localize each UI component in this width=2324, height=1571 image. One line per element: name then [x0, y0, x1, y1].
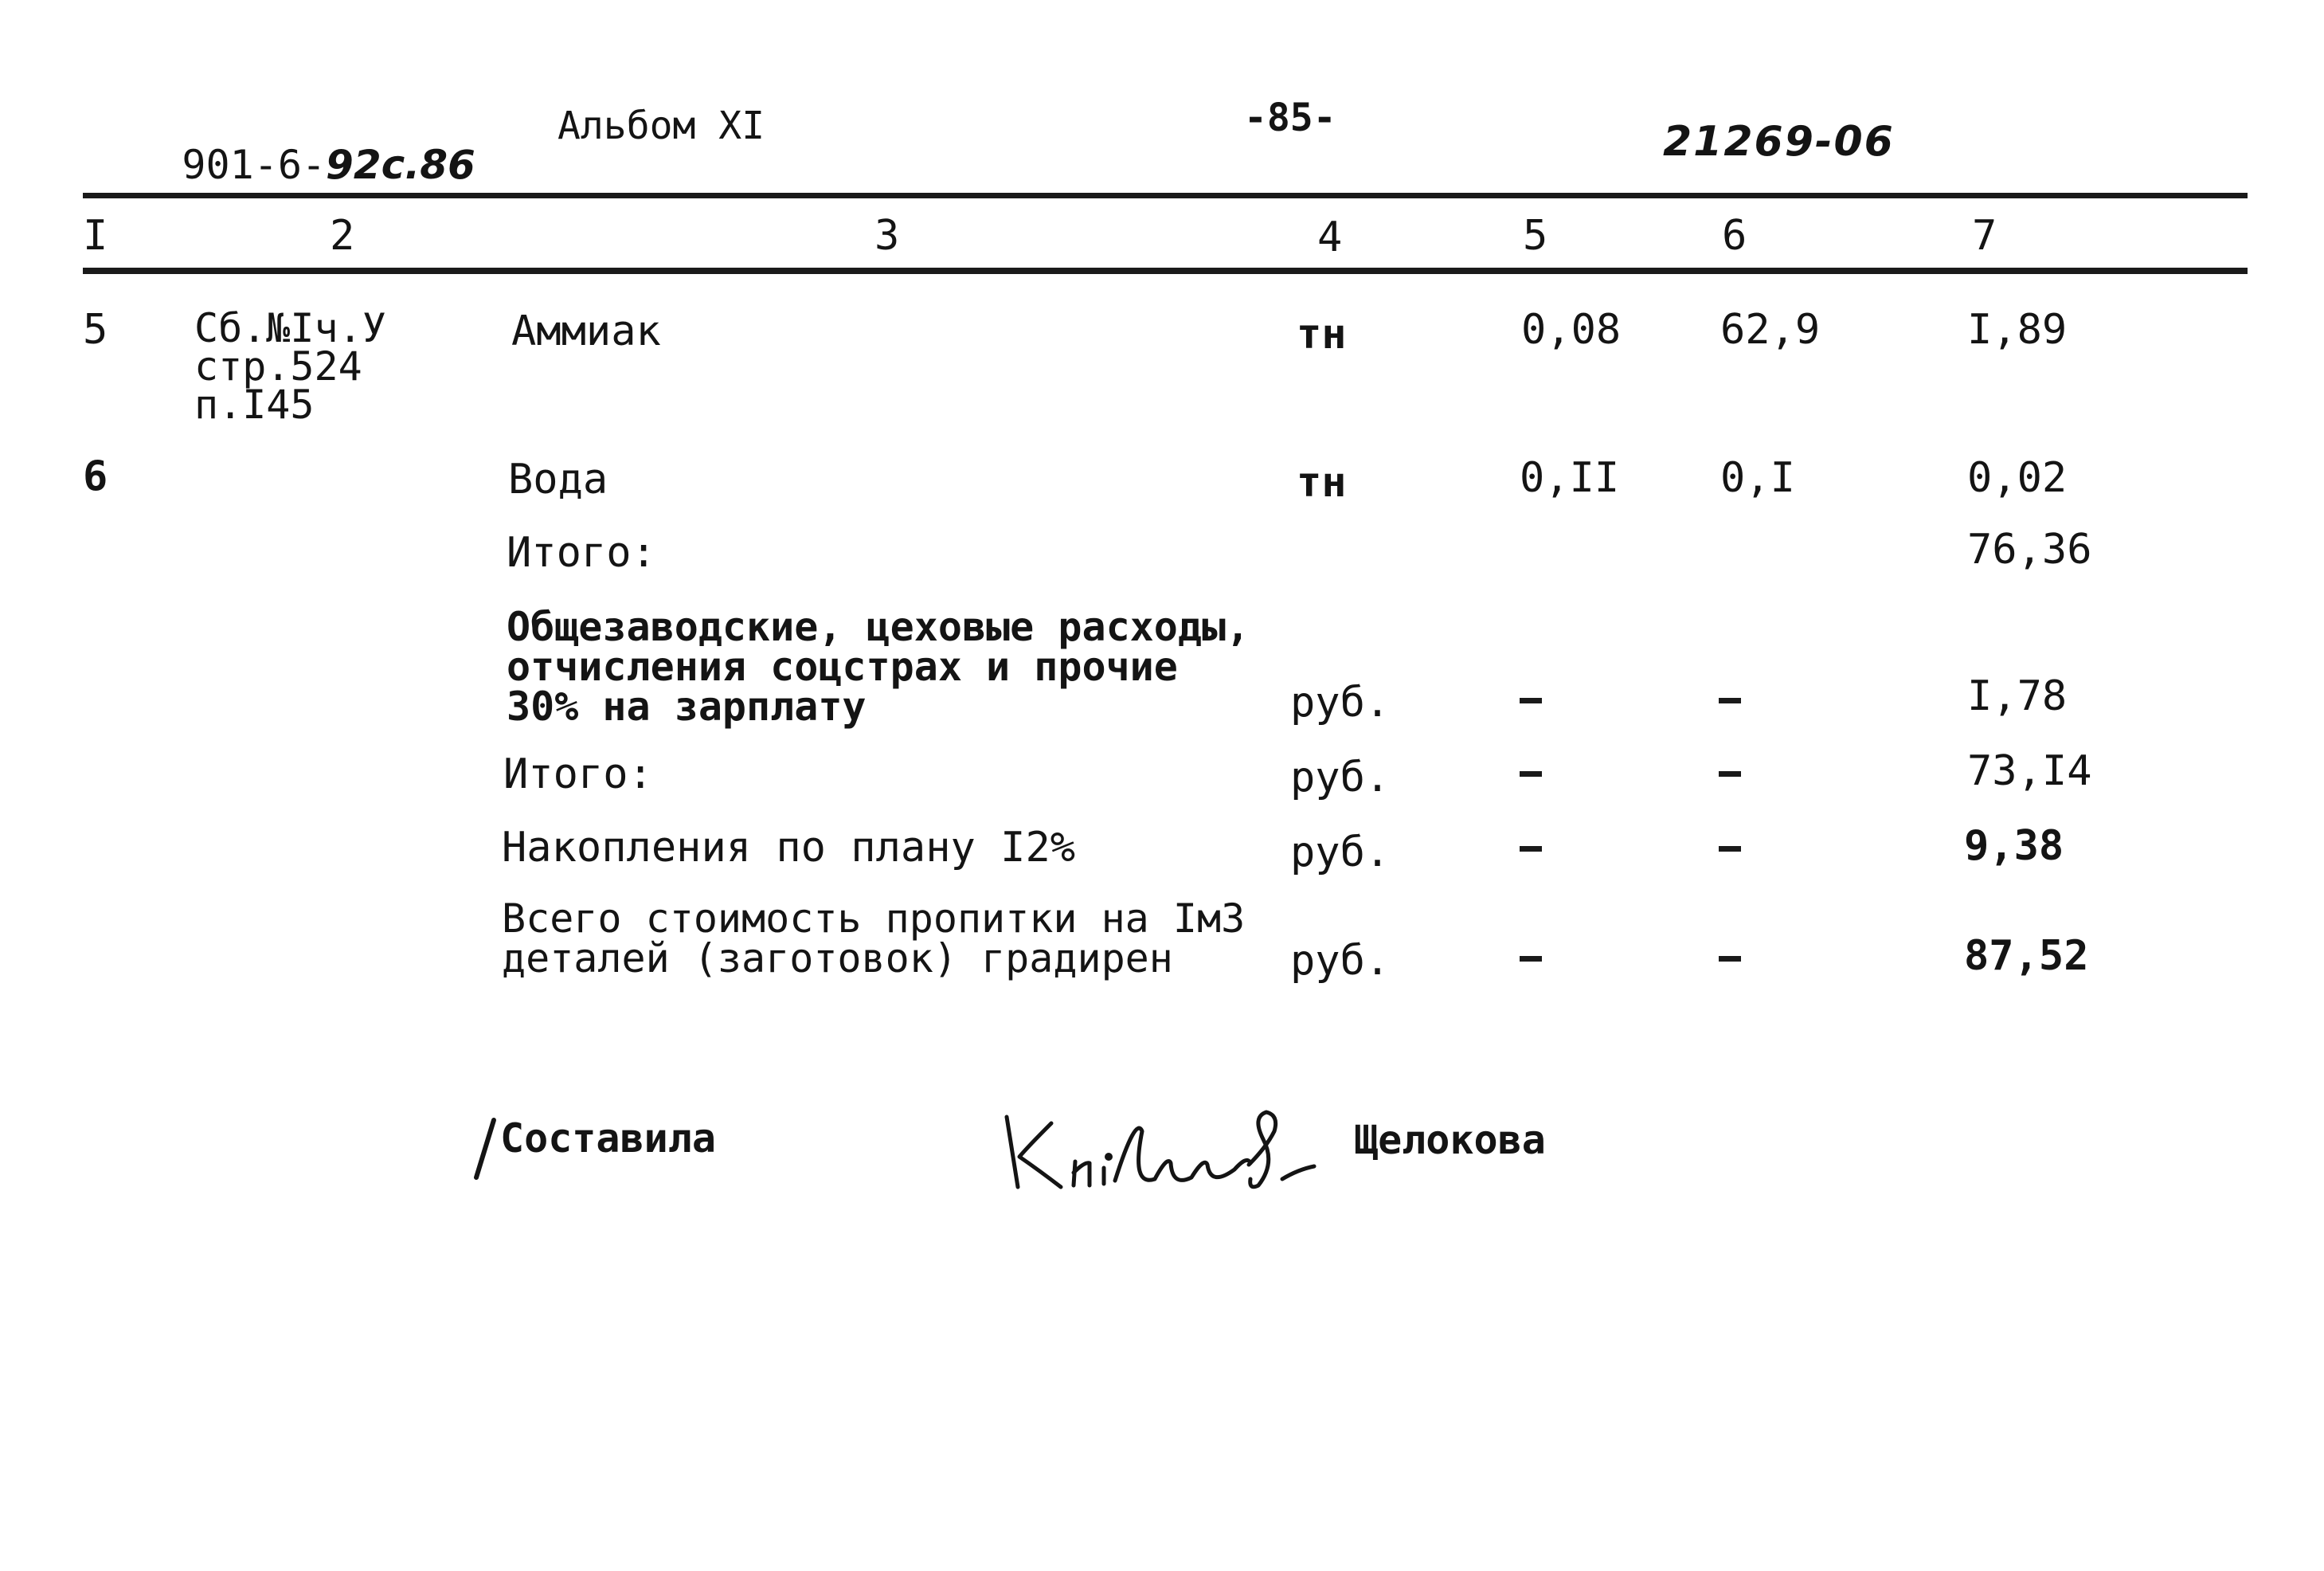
row-4-price [1719, 677, 1720, 678]
album-label: Альбом XI [558, 104, 765, 148]
row-7-unit: руб. [1290, 937, 1391, 985]
row-7-name: Всего стоимость пропитки на Iм3 деталей (заготовок) градирен [502, 895, 1246, 981]
top-rule [83, 193, 2248, 198]
row-1-num: 5 [83, 306, 108, 354]
inventory-number: 21269-06 [1663, 118, 1895, 166]
row-5-unit: руб. [1290, 754, 1391, 801]
row-5-price-dash [1719, 771, 1741, 777]
row-3-total: 76,36 [1967, 526, 2092, 574]
col-header-6: 6 [1722, 212, 1747, 260]
header-rule [83, 268, 2248, 274]
row-4-unit: руб. [1290, 679, 1391, 727]
row-1-source: Сб.№Iч.У стр.524 п.I45 [194, 305, 386, 428]
row-5-total: 73,I4 [1967, 747, 2092, 795]
col-header-1: I [83, 212, 108, 260]
row-2-total: 0,02 [1967, 454, 2068, 502]
row-1-price: 62,9 [1720, 306, 1821, 354]
row-4-name: Общезаводские, цеховые расходы, отчисления соцстрах и прочие 30% на зарплату [507, 604, 1250, 730]
row-7-price-dash [1719, 956, 1741, 962]
col-header-5: 5 [1523, 212, 1548, 260]
row-1-qty: 0,08 [1521, 306, 1622, 354]
row-4-qty-dash [1520, 698, 1542, 703]
composed-label: Составила [500, 1115, 716, 1162]
row-2-num: 6 [83, 452, 108, 500]
page-number: -85- [1244, 96, 1336, 140]
row-6-unit: руб. [1290, 829, 1391, 876]
row-5-name: Итого: [503, 750, 653, 798]
signer-name: Щелокова [1354, 1117, 1546, 1163]
row-6-price-dash [1719, 846, 1741, 852]
col-header-4: 4 [1317, 214, 1343, 261]
col-header-7: 7 [1972, 212, 1997, 260]
handwritten-signature [996, 1068, 1362, 1195]
doc-code [86, 105, 475, 225]
row-7-qty-dash [1520, 956, 1542, 962]
row-5-qty-dash [1520, 771, 1542, 777]
col-header-2: 2 [330, 212, 355, 260]
row-2-name: Вода [508, 456, 608, 503]
row-6-qty-dash [1520, 846, 1542, 852]
row-2-qty: 0,II [1520, 454, 1620, 502]
row-1-total: I,89 [1967, 306, 2068, 354]
row-6-total: 9,38 [1964, 822, 2064, 870]
row-2-price: 0,I [1720, 454, 1795, 502]
row-2-unit: тн [1297, 459, 1347, 507]
row-1-name: Аммиак [511, 308, 661, 355]
doc-code-printed: 901-6- [182, 142, 327, 188]
col-header-3: 3 [874, 212, 900, 260]
row-6-name: Накопления по плану I2% [502, 824, 1076, 872]
row-7-total: 87,52 [1964, 932, 2089, 980]
row-7-price [1719, 940, 1720, 941]
row-3-name: Итого: [507, 529, 656, 577]
row-4-price-dash [1719, 698, 1741, 703]
doc-code-handwritten: 92с.86 [326, 142, 475, 188]
row-5-price [1719, 749, 1720, 750]
slash-mark [468, 1117, 500, 1181]
row-1-unit: тн [1297, 311, 1347, 358]
row-4-total: I,78 [1967, 672, 2068, 720]
